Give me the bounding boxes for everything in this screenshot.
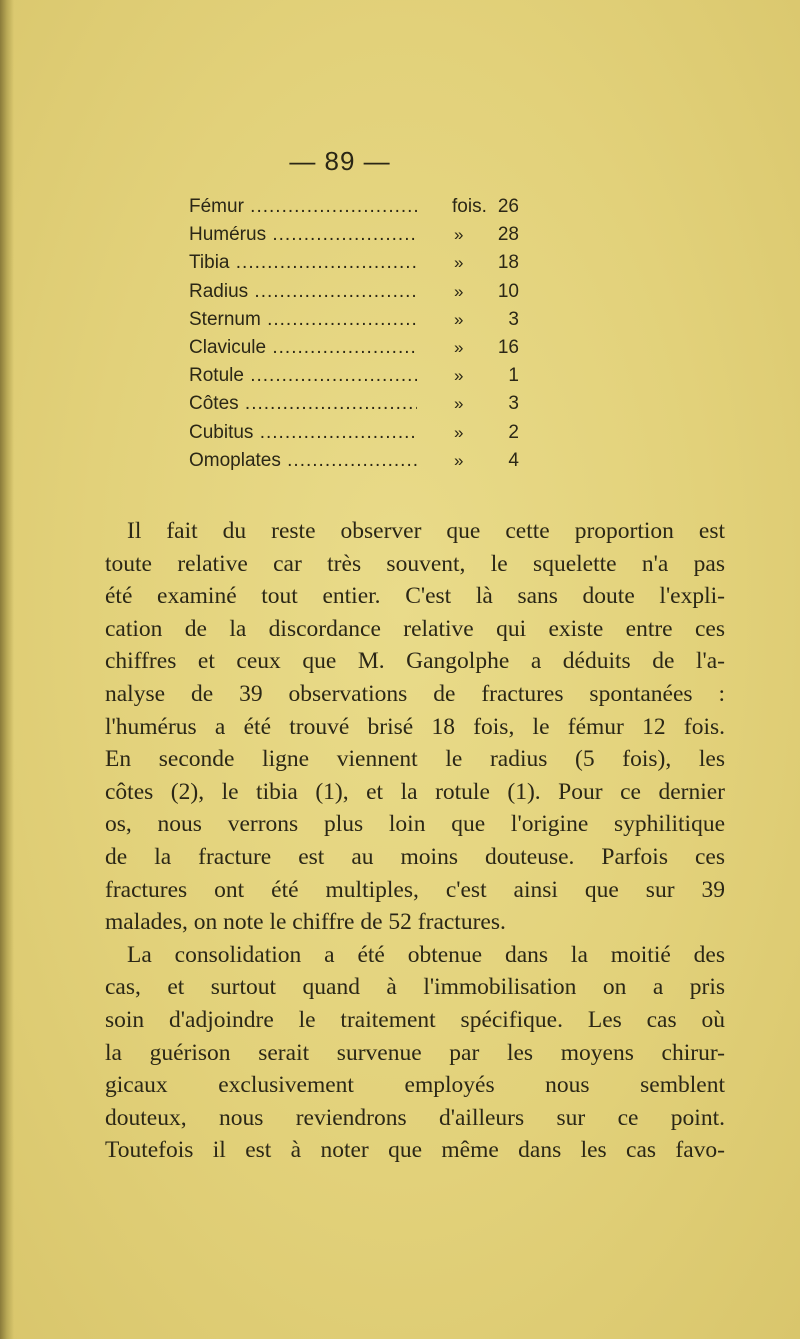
fracture-count: 4 bbox=[508, 449, 519, 471]
text-line: nalyse de 39 observations de fractures spontanées : bbox=[105, 680, 725, 707]
text-line: os, nous verrons plus loin que l'origine syphilitique bbox=[105, 811, 725, 838]
table-row bbox=[189, 249, 549, 277]
count-unit: » bbox=[454, 309, 464, 329]
table-row bbox=[189, 278, 549, 306]
body-text bbox=[105, 515, 725, 1167]
count-unit: » bbox=[454, 337, 464, 357]
table-row bbox=[189, 306, 549, 334]
fracture-count: 28 bbox=[497, 224, 519, 246]
count-unit: » bbox=[454, 225, 464, 245]
bone-name: Humérus ..... bbox=[189, 221, 417, 249]
fracture-count: 2 bbox=[508, 421, 519, 443]
bone-name: Clavicule ..... bbox=[189, 334, 417, 362]
text-line: toute relative car très souvent, le squelette n'a pas bbox=[105, 550, 725, 577]
count-unit: fois. bbox=[452, 196, 487, 217]
text-line: fractures ont été multiples, c'est ainsi que sur 39 bbox=[105, 876, 725, 903]
text-line: douteux, nous reviendrons d'ailleurs sur ce point. bbox=[105, 1104, 725, 1131]
text-line: été examiné tout entier. C'est là sans doute l'expli- bbox=[105, 583, 725, 610]
table-row bbox=[189, 334, 549, 362]
page-number: — 89 — bbox=[289, 146, 391, 176]
table-row bbox=[189, 447, 549, 475]
bone-name: Radius ..... bbox=[189, 278, 417, 306]
fracture-count: 26 bbox=[497, 196, 519, 217]
table-row bbox=[189, 419, 549, 447]
count-unit: » bbox=[454, 450, 464, 470]
fracture-count: 3 bbox=[508, 393, 519, 415]
bone-name: Tibia ..... bbox=[189, 249, 417, 277]
text-line: malades, on note le chiffre de 52 fractures. bbox=[105, 909, 506, 936]
fracture-count: 1 bbox=[508, 365, 519, 387]
text-line: la guérison serait survenue par les moyens chirur- bbox=[105, 1039, 725, 1066]
text-line: côtes (2), le tibia (1), et la rotule (1). Pour ce dernier bbox=[105, 778, 725, 805]
text-line: gicaux exclusivement employés nous semblent bbox=[105, 1072, 725, 1099]
fracture-count: 3 bbox=[508, 308, 519, 330]
text-line: En seconde ligne viennent le radius (5 fois), les bbox=[105, 746, 725, 773]
fracture-count: 10 bbox=[497, 280, 519, 302]
bone-name: Côtes ..... bbox=[189, 390, 417, 418]
count-unit: » bbox=[454, 394, 464, 414]
text-line: cation de la discordance relative qui existe entre ces bbox=[105, 615, 725, 642]
fracture-count: 16 bbox=[497, 336, 519, 358]
table-row bbox=[189, 221, 549, 249]
fracture-count: 18 bbox=[497, 252, 519, 274]
bone-name: Fémur ..... bbox=[189, 193, 417, 221]
text-line: Toutefois il est à noter que même dans les cas favo- bbox=[105, 1137, 725, 1164]
fracture-count-table bbox=[189, 193, 549, 475]
text-line: La consolidation a été obtenue dans la moitié des bbox=[127, 941, 725, 968]
count-unit: » bbox=[454, 366, 464, 386]
text-line: soin d'adjoindre le traitement spécifique. Les cas où bbox=[105, 1006, 725, 1033]
count-unit: » bbox=[454, 281, 464, 301]
count-unit: » bbox=[454, 253, 464, 273]
text-line: de la fracture est au moins douteuse. Parfois ces bbox=[105, 843, 725, 870]
text-line: chiffres et ceux que M. Gangolphe a déduits de l'a- bbox=[105, 648, 725, 675]
bone-name: Cubitus ..... bbox=[189, 419, 417, 447]
bone-name: Rotule ..... bbox=[189, 362, 417, 390]
text-line: cas, et surtout quand à l'immobilisation on a pris bbox=[105, 974, 725, 1001]
table-row bbox=[189, 390, 549, 418]
count-unit: » bbox=[454, 422, 464, 442]
table-row bbox=[189, 362, 549, 390]
text-line: Il fait du reste observer que cette proportion est bbox=[127, 518, 725, 544]
bone-name: Omoplates ..... bbox=[189, 447, 417, 475]
page-binding-edge bbox=[0, 0, 14, 1339]
text-line: l'humérus a été trouvé brisé 18 fois, le fémur 12 fois. bbox=[105, 713, 725, 740]
table-row bbox=[189, 193, 549, 221]
bone-name: Sternum ..... bbox=[189, 306, 417, 334]
